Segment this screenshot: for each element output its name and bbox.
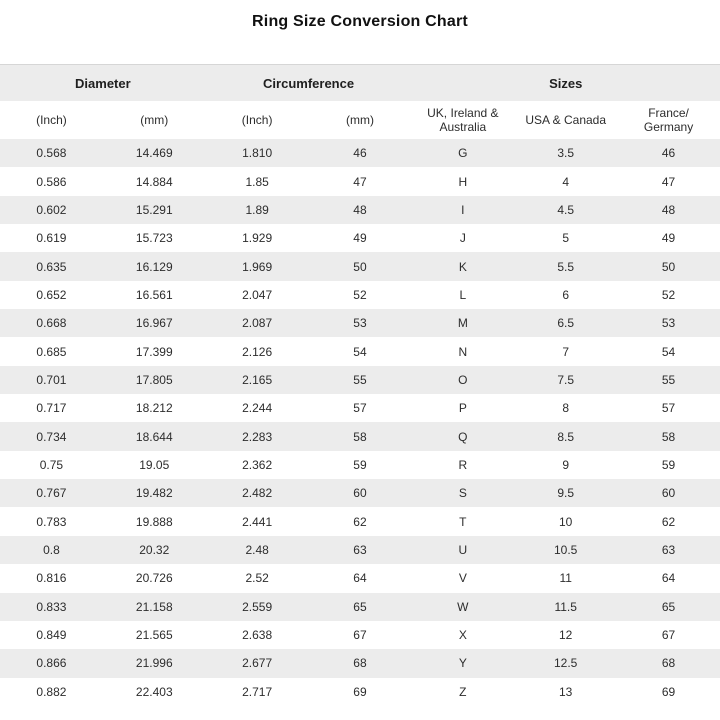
cell-circumference-mm: 62 [353, 514, 367, 529]
cell-circumference-inch: 2.126 [242, 344, 273, 359]
cell-diameter-inch: 0.734 [36, 429, 67, 444]
table-row [0, 196, 720, 224]
cell-diameter-mm: 21.565 [135, 628, 173, 643]
cell-circumference-mm: 60 [353, 486, 367, 501]
cell-size-usa: 10 [558, 514, 573, 529]
cell-size-usa: 7.5 [557, 372, 575, 387]
cell-diameter-inch: 0.586 [36, 174, 67, 189]
cell-size-france: 46 [661, 146, 676, 161]
table-row [0, 678, 720, 706]
cell-diameter-inch: 0.75 [39, 457, 64, 472]
cell-diameter-mm: 16.561 [135, 287, 173, 302]
cell-size-uk: Y [458, 656, 467, 671]
cell-circumference-inch: 2.244 [242, 401, 273, 416]
cell-circumference-inch: 1.969 [242, 259, 273, 274]
cell-diameter-mm: 17.399 [135, 344, 173, 359]
table-row [0, 224, 720, 252]
column-header-row [0, 101, 720, 139]
cell-diameter-inch: 0.668 [36, 316, 67, 331]
cell-diameter-inch: 0.783 [36, 514, 67, 529]
table-row [0, 649, 720, 677]
cell-size-usa: 6 [562, 287, 570, 302]
cell-size-uk: G [458, 146, 468, 161]
cell-diameter-inch: 0.635 [36, 259, 67, 274]
cell-size-usa: 4.5 [557, 202, 575, 217]
cell-diameter-mm: 15.291 [135, 202, 173, 217]
cell-diameter-inch: 0.816 [36, 571, 67, 586]
column-header-uk-ireland-australia: UK, Ireland & Australia [411, 101, 514, 139]
column-header-circumference-mm: (mm) [309, 101, 412, 139]
cell-diameter-inch: 0.849 [36, 628, 67, 643]
ring-size-chart-page [0, 12, 720, 720]
cell-circumference-mm: 55 [353, 372, 367, 387]
cell-size-usa: 8 [562, 401, 570, 416]
group-header-circumference: Circumference [206, 65, 412, 102]
table-row [0, 593, 720, 621]
cell-size-france: 68 [661, 656, 676, 671]
cell-circumference-inch: 2.717 [242, 684, 273, 699]
cell-diameter-inch: 0.568 [36, 146, 67, 161]
cell-diameter-inch: 0.619 [36, 231, 67, 246]
cell-size-france: 64 [661, 571, 676, 586]
cell-size-uk: P [458, 401, 467, 416]
cell-diameter-mm: 17.805 [135, 372, 173, 387]
cell-size-france: 52 [661, 287, 676, 302]
cell-diameter-inch: 0.8 [43, 542, 60, 557]
cell-size-france: 65 [661, 599, 676, 614]
cell-size-uk: U [458, 542, 468, 557]
table-row [0, 394, 720, 422]
cell-size-uk: O [458, 372, 468, 387]
cell-size-usa: 4 [562, 174, 570, 189]
cell-circumference-inch: 2.441 [242, 514, 273, 529]
table-row [0, 337, 720, 365]
cell-size-usa: 3.5 [557, 146, 575, 161]
cell-size-uk: R [458, 457, 468, 472]
cell-circumference-mm: 58 [353, 429, 367, 444]
cell-size-france: 47 [661, 174, 676, 189]
table-row [0, 252, 720, 280]
table-row [0, 507, 720, 535]
cell-size-usa: 9.5 [557, 486, 575, 501]
table-row [0, 281, 720, 309]
column-group-row [0, 65, 720, 102]
table-header [0, 65, 720, 140]
cell-circumference-mm: 59 [353, 457, 367, 472]
cell-size-usa: 8.5 [557, 429, 575, 444]
cell-circumference-inch: 2.52 [245, 571, 269, 586]
cell-diameter-inch: 0.767 [36, 486, 67, 501]
cell-circumference-inch: 1.85 [245, 174, 269, 189]
cell-diameter-inch: 0.652 [36, 287, 67, 302]
cell-size-france: 60 [661, 486, 676, 501]
cell-size-france: 53 [661, 316, 676, 331]
cell-circumference-inch: 2.047 [242, 287, 273, 302]
cell-size-france: 58 [661, 429, 676, 444]
cell-circumference-mm: 49 [353, 231, 367, 246]
column-header-france-germany: France/ Germany [617, 101, 720, 139]
cell-size-uk: Q [458, 429, 468, 444]
cell-circumference-mm: 68 [353, 656, 367, 671]
cell-diameter-inch: 0.717 [36, 401, 67, 416]
cell-circumference-inch: 2.362 [242, 457, 273, 472]
cell-size-uk: L [459, 287, 467, 302]
cell-circumference-mm: 46 [353, 146, 367, 161]
table-row [0, 621, 720, 649]
cell-size-usa: 10.5 [553, 542, 578, 557]
cell-circumference-inch: 1.810 [242, 146, 273, 161]
cell-circumference-inch: 2.283 [242, 429, 273, 444]
cell-size-uk: T [459, 514, 467, 529]
cell-diameter-mm: 20.32 [139, 542, 170, 557]
table-row [0, 366, 720, 394]
cell-size-usa: 9 [562, 457, 570, 472]
cell-circumference-mm: 69 [353, 684, 367, 699]
cell-size-usa: 12.5 [553, 656, 578, 671]
cell-circumference-inch: 1.89 [245, 202, 269, 217]
cell-circumference-mm: 57 [353, 401, 367, 416]
cell-size-uk: K [458, 259, 467, 274]
cell-diameter-mm: 14.469 [135, 146, 173, 161]
cell-diameter-mm: 19.888 [135, 514, 173, 529]
cell-size-france: 67 [661, 628, 676, 643]
cell-circumference-inch: 1.929 [242, 231, 273, 246]
cell-size-uk: Z [459, 684, 467, 699]
table-row [0, 309, 720, 337]
cell-size-uk: X [458, 628, 467, 643]
cell-circumference-inch: 2.559 [242, 599, 273, 614]
cell-circumference-inch: 2.165 [242, 372, 273, 387]
cell-size-france: 57 [661, 401, 676, 416]
table-row [0, 139, 720, 167]
cell-size-usa: 5 [562, 231, 570, 246]
cell-circumference-mm: 48 [353, 202, 367, 217]
table-body [0, 139, 720, 706]
table-row [0, 422, 720, 450]
cell-circumference-mm: 53 [353, 316, 367, 331]
table-row [0, 167, 720, 195]
cell-diameter-inch: 0.602 [36, 202, 67, 217]
cell-circumference-mm: 52 [353, 287, 367, 302]
cell-diameter-mm: 21.158 [135, 599, 173, 614]
cell-circumference-mm: 67 [353, 628, 367, 643]
cell-circumference-inch: 2.087 [242, 316, 273, 331]
cell-diameter-mm: 14.884 [135, 174, 173, 189]
cell-size-usa: 7 [562, 344, 570, 359]
cell-diameter-mm: 19.482 [135, 486, 173, 501]
page-title: Ring Size Conversion Chart [252, 13, 468, 30]
cell-circumference-inch: 2.482 [242, 486, 273, 501]
cell-size-usa: 11 [559, 571, 572, 586]
column-header-diameter-inch: (Inch) [0, 101, 103, 139]
table-row [0, 536, 720, 564]
cell-diameter-mm: 22.403 [135, 684, 173, 699]
table-row [0, 564, 720, 592]
cell-size-usa: 5.5 [557, 259, 575, 274]
group-header-sizes: Sizes [411, 65, 720, 102]
cell-diameter-mm: 16.129 [135, 259, 173, 274]
cell-diameter-mm: 18.644 [135, 429, 173, 444]
cell-size-france: 55 [661, 372, 676, 387]
cell-size-france: 69 [661, 684, 676, 699]
column-header-diameter-mm: (mm) [103, 101, 206, 139]
column-header-circumference-inch: (Inch) [206, 101, 309, 139]
cell-size-uk: I [461, 202, 465, 217]
column-header-usa-canada: USA & Canada [514, 101, 617, 139]
cell-circumference-mm: 64 [353, 571, 367, 586]
cell-size-usa: 13 [558, 684, 573, 699]
cell-diameter-inch: 0.685 [36, 344, 67, 359]
cell-diameter-inch: 0.866 [36, 656, 67, 671]
cell-size-usa: 6.5 [557, 316, 575, 331]
cell-circumference-mm: 47 [353, 174, 367, 189]
cell-size-france: 54 [661, 344, 676, 359]
cell-size-uk: V [458, 571, 467, 586]
cell-size-uk: H [458, 174, 468, 189]
cell-circumference-inch: 2.677 [242, 656, 273, 671]
cell-size-uk: W [457, 599, 469, 614]
cell-circumference-mm: 50 [353, 259, 367, 274]
cell-circumference-inch: 2.638 [242, 628, 273, 643]
cell-diameter-mm: 18.212 [135, 401, 173, 416]
cell-size-france: 62 [661, 514, 676, 529]
cell-diameter-mm: 16.967 [135, 316, 173, 331]
cell-size-france: 49 [661, 231, 676, 246]
cell-size-usa: 12 [558, 628, 573, 643]
cell-size-uk: N [458, 344, 468, 359]
group-header-diameter: Diameter [0, 65, 206, 102]
cell-size-uk: S [458, 486, 467, 501]
cell-circumference-mm: 54 [353, 344, 367, 359]
cell-diameter-mm: 19.05 [139, 457, 170, 472]
table-row [0, 451, 720, 479]
cell-diameter-mm: 21.996 [135, 656, 173, 671]
cell-size-usa: 11.5 [554, 599, 577, 614]
cell-diameter-inch: 0.701 [36, 372, 67, 387]
cell-circumference-mm: 65 [353, 599, 367, 614]
cell-size-france: 63 [661, 542, 676, 557]
ring-size-table [0, 64, 720, 706]
cell-size-france: 48 [661, 202, 676, 217]
cell-size-uk: J [459, 231, 466, 246]
cell-circumference-mm: 63 [353, 542, 367, 557]
cell-size-france: 50 [661, 259, 676, 274]
cell-circumference-inch: 2.48 [245, 542, 269, 557]
cell-diameter-inch: 0.882 [36, 684, 67, 699]
cell-diameter-mm: 20.726 [135, 571, 173, 586]
table-row [0, 479, 720, 507]
cell-diameter-inch: 0.833 [36, 599, 67, 614]
cell-size-france: 59 [661, 457, 676, 472]
cell-size-uk: M [457, 316, 468, 331]
cell-diameter-mm: 15.723 [135, 231, 173, 246]
